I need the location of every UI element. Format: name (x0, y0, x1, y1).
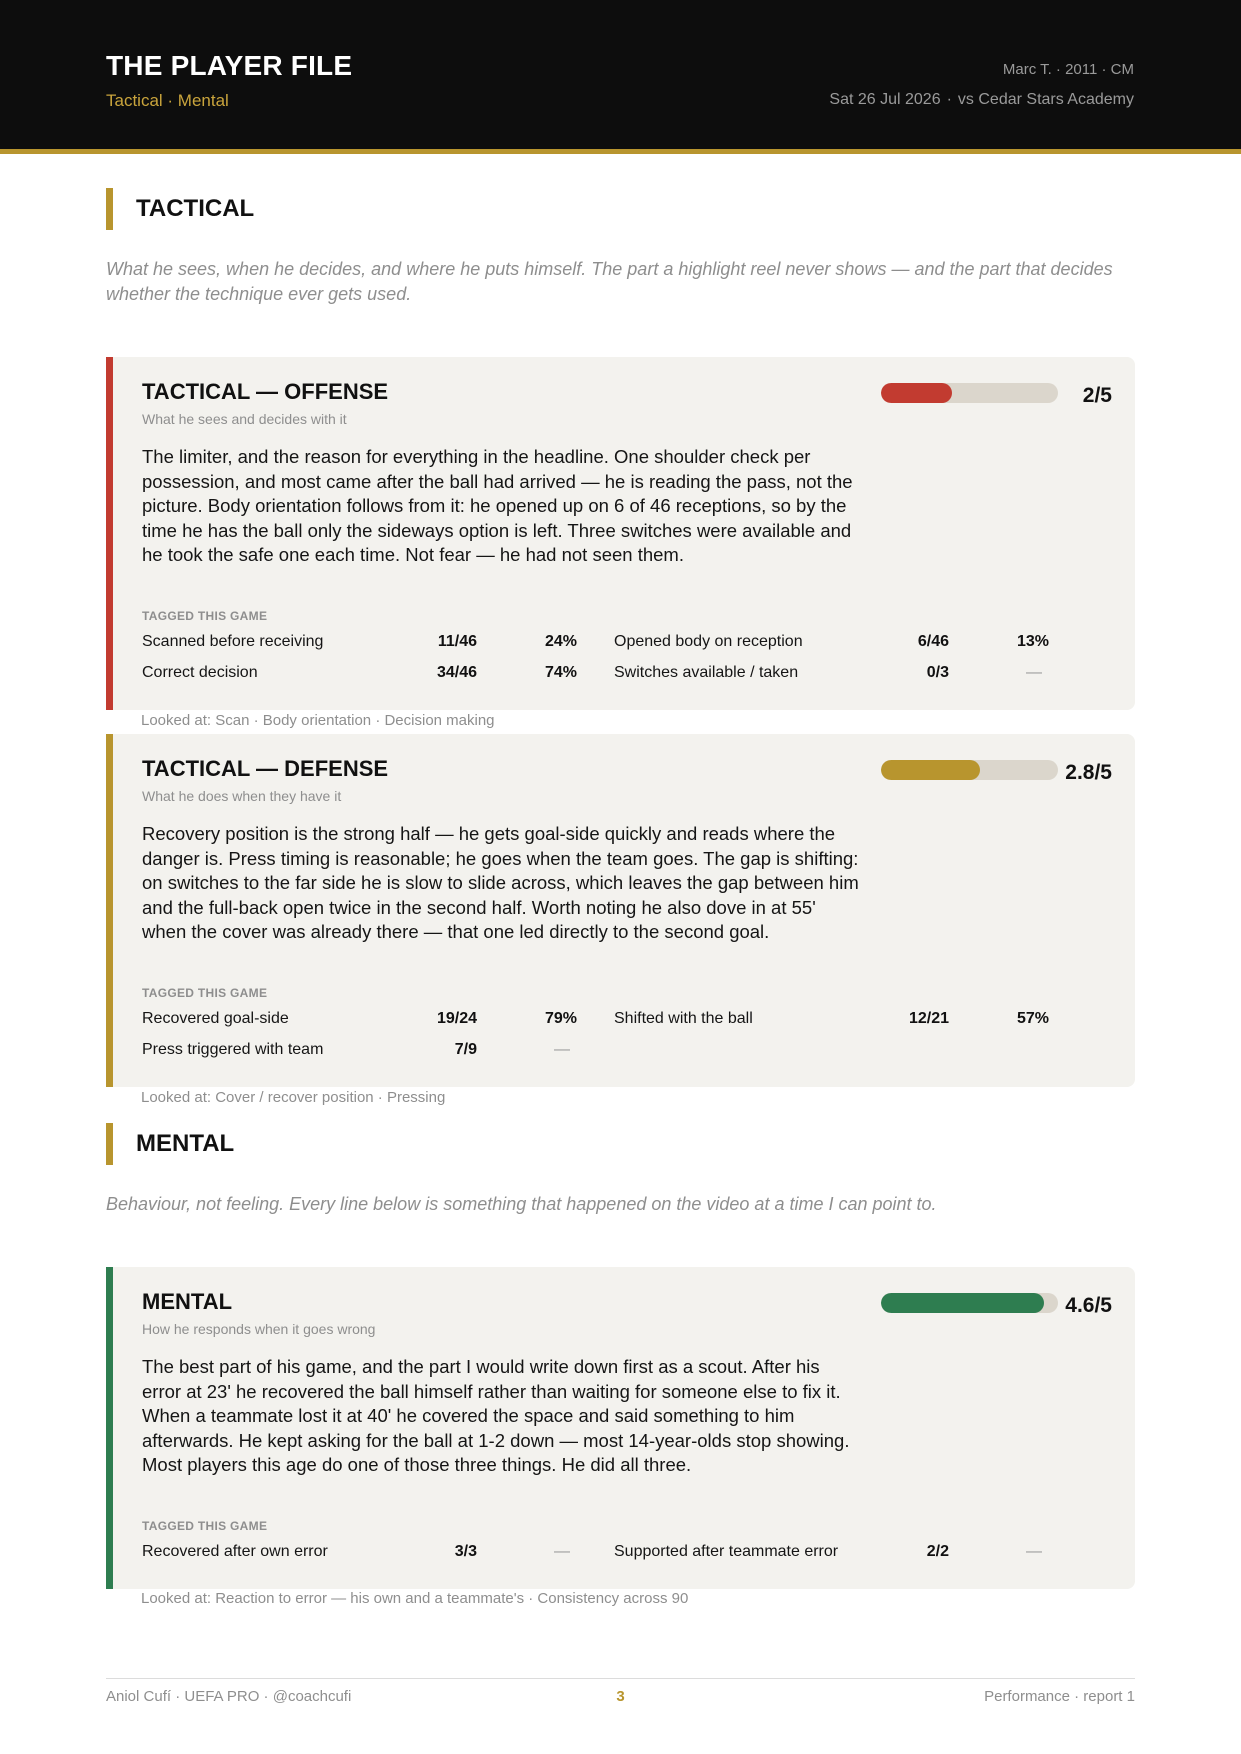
rating-score: 2.8/5 (1065, 761, 1112, 784)
card-body: Recovery position is the strong half — he gets goal-side quickly and reads where the danger is. Press timing is reasonable; he goes when the team goes. The gap is shifting: on switches to the far side he is slow to slide across, which leaves the gap between him and the full-back open twice in the second half. Worth noting he also dove in at 55' when the cover was already there — that one led directly to the second goal. (142, 823, 859, 942)
card-subtitle: What he does when they have it (142, 788, 342, 804)
stat-row (614, 633, 1054, 655)
tagged-label: TAGGED THIS GAME (142, 1519, 268, 1533)
stat-row (614, 1010, 1054, 1032)
stat-percent: 74% (544, 664, 577, 681)
stat-percent: 79% (544, 1010, 577, 1027)
stat-count: 34/46 (436, 664, 477, 681)
rating-bar-fill (881, 1293, 1044, 1313)
stat-percent: — (1026, 1543, 1042, 1560)
stat-count: 12/21 (908, 1010, 949, 1027)
footer-divider (106, 1678, 1135, 1679)
stat-percent: — (554, 1041, 570, 1058)
match-date: Sat 26 Jul 2026 (829, 91, 941, 108)
player-line: Marc T. · 2011 · CM (1002, 61, 1134, 78)
stat-label: Scanned before receiving (142, 633, 324, 650)
stat-percent: 13% (1016, 633, 1049, 650)
section-intro-tactical: What he sees, when he decides, and where he puts himself. The part a highlight reel never shows — and the part that decides whether the technique ever gets used. (106, 259, 1113, 304)
card-subtitle: How he responds when it goes wrong (142, 1321, 376, 1337)
tagged-label: TAGGED THIS GAME (142, 609, 268, 623)
looked-at-note: Looked at: Cover / recover position · Pressing (141, 1089, 446, 1106)
footer-report: Performance · report 1 (984, 1688, 1135, 1705)
rating-bar (881, 760, 1058, 780)
stat-label: Correct decision (142, 664, 258, 681)
stat-row (142, 1041, 582, 1063)
card-mental (106, 1267, 1135, 1589)
stat-label: Press triggered with team (142, 1041, 324, 1058)
rating-bar-fill (881, 383, 952, 403)
rating-bar (881, 1293, 1058, 1313)
card-title: TACTICAL — DEFENSE (142, 756, 389, 781)
section-intro-mental: Behaviour, not feeling. Every line below is something that happened on the video at a time I can point to. (106, 1194, 937, 1214)
stat-percent: 24% (544, 633, 577, 650)
card-title: TACTICAL — OFFENSE (142, 379, 389, 404)
stat-count: 0/3 (926, 664, 949, 681)
stat-count: 19/24 (436, 1010, 477, 1027)
footer-author: Aniol Cufí · UEFA PRO · @coachcufi (106, 1688, 352, 1705)
stat-label: Recovered goal-side (142, 1010, 289, 1027)
stat-percent: — (1026, 664, 1042, 681)
match-line (829, 91, 1134, 109)
rating-bar-fill (881, 760, 980, 780)
card-title: MENTAL (142, 1289, 233, 1314)
stat-label: Supported after teammate error (614, 1543, 839, 1560)
stat-count: 2/2 (926, 1543, 949, 1560)
stat-percent: — (554, 1543, 570, 1560)
stat-row (142, 633, 582, 655)
rating-score: 4.6/5 (1065, 1294, 1112, 1317)
stat-label: Shifted with the ball (614, 1010, 753, 1027)
looked-at-note: Looked at: Scan · Body orientation · Decision making (141, 712, 495, 729)
stat-row (614, 664, 1054, 686)
stat-row (142, 1010, 582, 1032)
card-body: The limiter, and the reason for everything in the headline. One shoulder check per possession, and most came after the ball had arrived — he is reading the pass, not the picture. Body orientation follows from it: he opened up on 6 of 46 receptions, so by the time he has the ball only the sideways option is left. Three switches were available and he took the safe one each time. Not fear — he had not seen them. (142, 446, 853, 565)
section-title: MENTAL (136, 1130, 235, 1157)
card-tactical-defense (106, 734, 1135, 1087)
stat-row (142, 1543, 582, 1565)
stat-count: 7/9 (454, 1041, 477, 1058)
stat-label: Switches available / taken (614, 664, 799, 681)
stat-row (614, 1543, 1054, 1565)
tagged-label: TAGGED THIS GAME (142, 986, 268, 1000)
stat-label: Recovered after own error (142, 1543, 328, 1560)
rating-bar (881, 383, 1058, 403)
page-header (0, 0, 1241, 154)
card-tactical-offense (106, 357, 1135, 710)
section-title: TACTICAL (136, 195, 255, 222)
stat-row (142, 664, 582, 686)
match-opponent: vs Cedar Stars Academy (957, 91, 1134, 108)
stat-percent: 57% (1016, 1010, 1049, 1027)
report-subtitle: Tactical · Mental (106, 91, 229, 110)
match-separator: · (946, 91, 952, 108)
section-heading-mental (106, 1123, 234, 1165)
stat-count: 3/3 (454, 1543, 477, 1560)
report-title: THE PLAYER FILE (106, 50, 353, 81)
card-body: The best part of his game, and the part I would write down first as a scout. After his error at 23' he recovered the ball himself rather than waiting for someone else to fix it. When a teammate lost it at 40' he covered the space and said something to him afterwards. He kept asking for the ball at 1-2 down — most 14-year-olds stop showing. Most players this age do one of those three things. He did all three. (142, 1356, 850, 1475)
card-subtitle: What he sees and decides with it (142, 411, 347, 427)
stat-count: 6/46 (917, 633, 949, 650)
stat-count: 11/46 (437, 633, 477, 650)
section-heading-tactical (106, 188, 254, 230)
page-number: 3 (616, 1688, 625, 1705)
stat-label: Opened body on reception (614, 633, 803, 650)
looked-at-note: Looked at: Reaction to error — his own and a teammate's · Consistency across 90 (141, 1590, 689, 1607)
rating-score: 2/5 (1082, 384, 1112, 407)
